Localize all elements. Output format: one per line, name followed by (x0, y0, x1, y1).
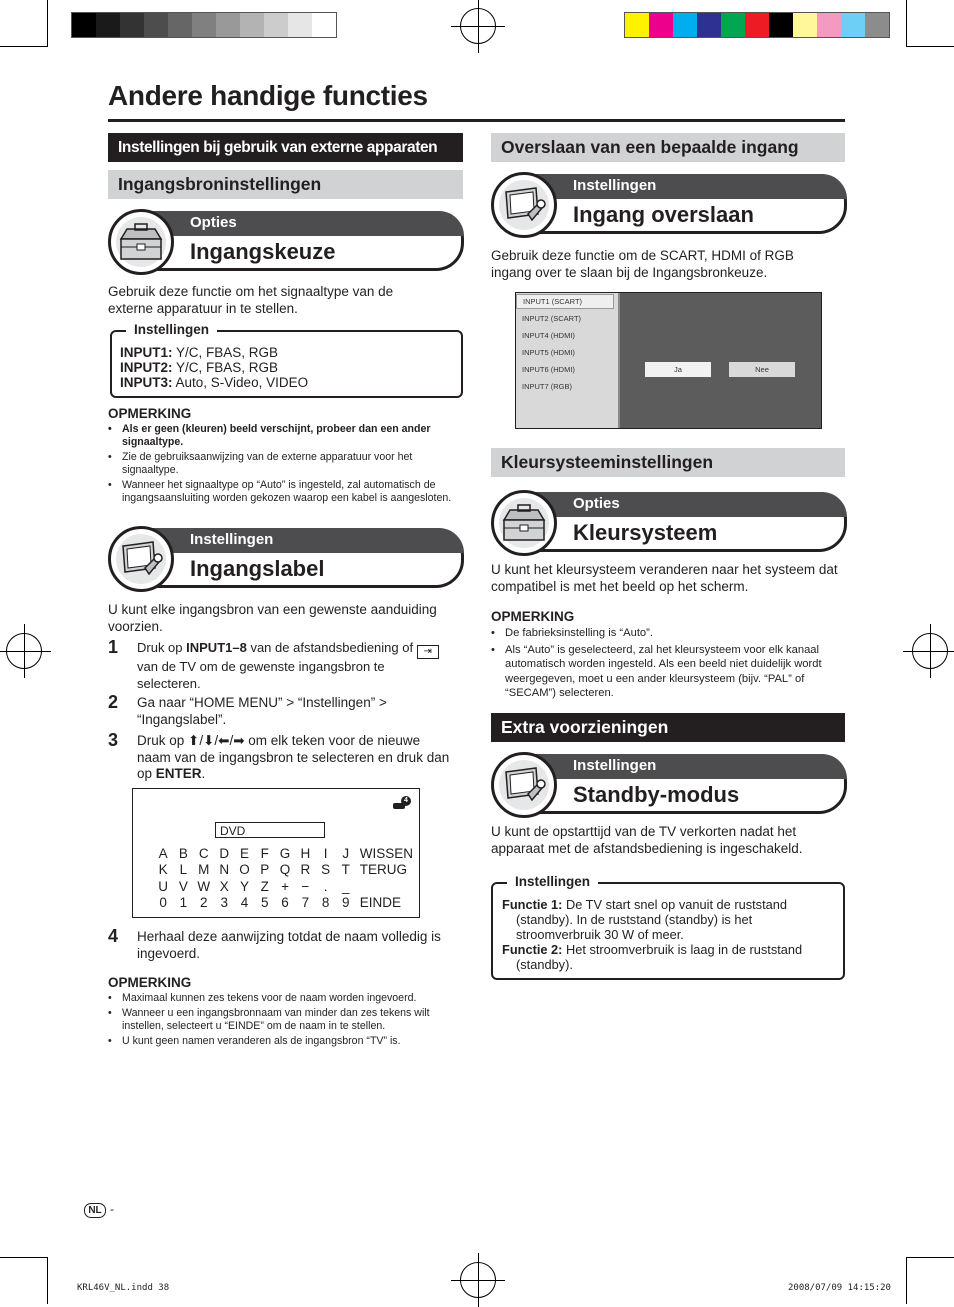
keyboard-character-key[interactable]: C (198, 845, 209, 861)
settings-row: INPUT2: Y/C, FBAS, RGB (120, 360, 279, 375)
crop-mark (906, 46, 954, 47)
keyboard-character-key[interactable]: X (219, 878, 229, 894)
color-swatch (192, 13, 216, 37)
intro-standby-modus: U kunt de opstarttijd van de TV verkorten nadat het apparaat met de afstandsbediening is ingeschakeld. (491, 824, 803, 856)
banner-ingangskeuze (108, 211, 464, 275)
keyboard-character-key[interactable]: U (158, 878, 168, 894)
registration-mark (460, 8, 496, 44)
settings-rows (120, 345, 308, 392)
keyboard-character-key[interactable]: K (158, 862, 168, 878)
note-item: • Wanneer het signaaltype op “Auto” is ingesteld, zal automatisch de ingangsaansluiting worden gekozen waarop een kabel is aangesloten. (108, 479, 463, 505)
input-badge-icon: 4 (393, 799, 409, 809)
crop-mark (0, 46, 48, 47)
name-field[interactable]: DVD (215, 822, 325, 838)
settings-box-standby (491, 874, 845, 980)
note-title: OPMERKING (491, 609, 575, 624)
registration-mark (460, 1262, 496, 1298)
banner-menu-label: Opties (190, 214, 237, 231)
keyboard-character-key[interactable]: N (219, 862, 230, 878)
banner-menu-label: Instellingen (190, 531, 274, 548)
keyboard-character-key[interactable]: 9 (341, 895, 350, 911)
settings-row: INPUT3: Auto, S-Video, VIDEO (120, 375, 309, 390)
keyboard-command-key[interactable]: EINDE (359, 895, 402, 911)
keyboard-character-key[interactable]: 7 (301, 895, 310, 911)
crop-mark (47, 0, 48, 46)
color-swatch (841, 13, 865, 37)
color-swatch (625, 13, 649, 37)
character-row (153, 845, 419, 862)
keyboard-character-key[interactable]: H (300, 845, 311, 861)
color-swatch (72, 13, 96, 37)
keyboard-character-key[interactable]: A (158, 845, 168, 861)
banner-kleursysteem (491, 492, 847, 556)
toolbox-icon (117, 221, 165, 265)
color-swatch (865, 13, 889, 37)
color-calibration-bar (624, 12, 890, 38)
note-item: • U kunt geen namen veranderen als de ingangsbron “TV” is. (108, 1035, 458, 1048)
banner-function-title: Kleursysteem (573, 520, 718, 545)
keyboard-character-key[interactable]: I (323, 845, 328, 861)
settings-row: Functie 1: De TV start snel op vanuit de ruststand (standby). In de ruststand (standby) is het stroomverbruik 30 W of meer. (502, 897, 787, 942)
keyboard-character-key[interactable]: G (279, 845, 291, 861)
keyboard-command-key[interactable] (356, 878, 419, 895)
input-list-item[interactable]: INPUT6 (HDMI) (522, 365, 575, 374)
settings-rows (502, 897, 818, 972)
subsection-input-source-settings: Ingangsbroninstellingen (108, 170, 463, 199)
banner-function-title: Ingang overslaan (573, 202, 754, 227)
subsection-color-system: Kleursysteeminstellingen (491, 448, 845, 477)
intro-ingangslabel: U kunt elke ingangsbron van een gewenste aanduiding voorzien. (108, 602, 437, 634)
note-item: • De fabrieksinstelling is “Auto”. (491, 626, 831, 641)
keyboard-character-key[interactable]: S (321, 862, 331, 878)
keyboard-character-key[interactable]: − (301, 878, 310, 894)
banner-menu-label: Opties (573, 495, 620, 512)
input-list-item[interactable]: INPUT7 (RGB) (522, 382, 573, 391)
keyboard-character-key[interactable]: P (260, 862, 270, 878)
input-list-item[interactable]: INPUT4 (HDMI) (522, 331, 575, 340)
note-list (108, 992, 458, 1050)
keyboard-character-key[interactable]: 1 (179, 895, 188, 911)
note-title: OPMERKING (108, 975, 192, 990)
note-list (491, 626, 831, 703)
input-list-item[interactable]: INPUT2 (SCART) (522, 314, 582, 323)
character-row (153, 895, 419, 912)
settings-box-inputs (110, 322, 463, 398)
page-title: Andere handige functies (108, 80, 428, 111)
section-header-external-devices: Instellingen bij gebruik van externe apparaten (108, 133, 463, 162)
color-swatch (793, 13, 817, 37)
step-number: 3 (108, 730, 119, 750)
banner-function-title: Standby-modus (573, 782, 740, 807)
arrow-keys-icon: ⬆/⬇/⬅/➡ (188, 733, 245, 748)
crop-mark (906, 0, 907, 46)
settings-row: INPUT1: Y/C, FBAS, RGB (120, 345, 279, 360)
keyboard-character-key[interactable]: 8 (321, 895, 330, 911)
color-swatch (769, 13, 793, 37)
title-rule (108, 119, 845, 122)
note-item: • Als “Auto” is geselecteerd, zal het kleursysteem voor elk kanaal automatisch worden ingesteld. Als een beeld niet duidelijk wordt weergegeven, moet u een ander kleursysteem (bijv. “PAL” of “SECAM”) selecteren. (491, 643, 831, 701)
settings-box-label: Instellingen (507, 874, 598, 889)
keyboard-character-key[interactable]: M (198, 862, 210, 878)
tv-wrench-icon (500, 764, 548, 808)
intro-ingang-overslaan: Gebruik deze functie om de SCART, HDMI of RGB ingang over te slaan bij de Ingangsbronkeuze. (491, 248, 794, 280)
input-list-item[interactable]: INPUT1 (SCART) (516, 294, 614, 309)
keyboard-character-key[interactable]: Z (260, 878, 269, 894)
keyboard-character-key[interactable]: L (179, 862, 188, 878)
keyboard-character-key[interactable]: Y (240, 878, 250, 894)
keyboard-command-key[interactable]: WISSEN (359, 845, 414, 861)
color-swatch (240, 13, 264, 37)
note-item: • Maximaal kunnen zes tekens voor de naam worden ingevoerd. (108, 992, 458, 1005)
note-list (108, 423, 463, 507)
crop-mark (47, 1257, 48, 1304)
crop-mark (0, 1257, 48, 1258)
settings-row: Functie 2: Het stroomverbruik is laag in de ruststand (standby). (502, 942, 803, 972)
step-number: 4 (108, 926, 119, 946)
yes-button[interactable]: Ja (645, 362, 711, 377)
keyboard-character-key[interactable]: . (323, 878, 328, 894)
input-list (516, 293, 620, 428)
keyboard-character-key[interactable]: F (260, 845, 269, 861)
note-item: • Als er geen (kleuren) beeld verschijnt, probeer dan een ander signaaltype. (108, 423, 463, 449)
grey-calibration-bar (71, 12, 337, 38)
keyboard-character-key[interactable]: B (178, 845, 188, 861)
step-2: Ga naar “HOME MENU” > “Instellingen” > “Ingangslabel”. (137, 695, 387, 727)
keyboard-character-key[interactable]: 2 (200, 895, 208, 911)
step-3: Druk op ⬆/⬇/⬅/➡ om elk teken voor de nieuwe naam van de ingangsbron te selecteren en druk dan op ENTER. (137, 733, 450, 781)
keyboard-character-key[interactable]: 5 (261, 895, 269, 911)
tv-wrench-icon (500, 184, 548, 228)
keyboard-character-key[interactable]: R (300, 862, 311, 878)
intro-ingangskeuze: Gebruik deze functie om het signaaltype van de externe apparatuur in te stellen. (108, 284, 394, 316)
banner-function-title: Ingangslabel (190, 556, 325, 581)
tv-wrench-icon (117, 538, 165, 582)
note-item: • Zie de gebruiksaanwijzing van de externe apparatuur voor het signaaltype. (108, 451, 463, 477)
registration-mark (912, 633, 948, 669)
color-swatch (264, 13, 288, 37)
keyboard-character-key[interactable]: 3 (220, 895, 228, 911)
keyboard-character-key[interactable]: E (240, 845, 250, 861)
keyboard-character-key[interactable]: 4 (240, 895, 249, 911)
color-swatch (697, 13, 721, 37)
note-item: • Wanneer u een ingangsbronnaam van minder dan zes tekens wilt instellen, selecteert u “EINDE” om de naam in te stellen. (108, 1007, 458, 1033)
character-row (153, 862, 419, 879)
character-grid (153, 845, 419, 911)
crop-mark (906, 1257, 907, 1304)
color-swatch (721, 13, 745, 37)
input-list-item[interactable]: INPUT5 (HDMI) (522, 348, 575, 357)
subsection-skip-input: Overslaan van een bepaalde ingang (491, 133, 845, 162)
keyboard-character-key[interactable]: + (281, 878, 289, 894)
crop-mark (906, 1257, 954, 1258)
color-swatch (144, 13, 168, 37)
color-swatch (96, 13, 120, 37)
banner-ingangslabel (108, 528, 464, 592)
keyboard-command-key[interactable]: TERUG (359, 862, 407, 878)
color-swatch (168, 13, 192, 37)
step-1: Druk op INPUT1–8 van de afstandsbediening of ⇥ van de TV om de gewenste ingangsbron te selecteren. (137, 640, 447, 692)
footer-file-info: KRL46V_NL.indd 38 (77, 1283, 170, 1293)
color-swatch (745, 13, 769, 37)
banner-menu-label: Instellingen (573, 177, 657, 194)
step-number: 1 (108, 637, 119, 657)
section-extra-features: Extra voorzieningen (491, 713, 845, 742)
keyboard-character-key[interactable]: 6 (281, 895, 289, 911)
color-swatch (649, 13, 673, 37)
keyboard-character-key[interactable]: O (239, 862, 250, 878)
banner-menu-label: Instellingen (573, 757, 657, 774)
keyboard-character-key[interactable]: W (197, 878, 211, 894)
banner-function-title: Ingangskeuze (190, 239, 336, 264)
note-title: OPMERKING (108, 406, 192, 421)
banner-standby-modus (491, 754, 847, 818)
intro-kleursysteem: U kunt het kleursysteem veranderen naar het systeem dat compatibel is met het beeld op het scherm. (491, 562, 838, 594)
keyboard-character-key[interactable]: V (178, 878, 188, 894)
step-number: 2 (108, 692, 119, 712)
banner-ingang-overslaan (491, 174, 847, 238)
color-swatch (216, 13, 240, 37)
color-swatch (288, 13, 312, 37)
keyboard-character-key[interactable]: T (341, 862, 350, 878)
skip-input-menu-screen (515, 292, 822, 429)
language-mark: NL (84, 1203, 106, 1218)
input-source-icon: ⇥ (417, 645, 439, 659)
color-swatch (120, 13, 144, 37)
character-input-screen (132, 788, 420, 918)
settings-box-label: Instellingen (126, 322, 217, 337)
keyboard-character-key[interactable]: D (219, 845, 230, 861)
registration-mark (6, 633, 42, 669)
page-number-dash: - (110, 1202, 114, 1216)
toolbox-icon (500, 502, 548, 546)
footer-timestamp: 2008/07/09 14:15:20 (788, 1283, 891, 1293)
color-swatch (673, 13, 697, 37)
character-row (153, 878, 419, 895)
keyboard-character-key[interactable]: 0 (159, 895, 167, 911)
keyboard-character-key[interactable]: _ (341, 878, 350, 894)
step-4: Herhaal deze aanwijzing totdat de naam volledig is ingevoerd. (137, 929, 441, 961)
no-button[interactable]: Nee (729, 362, 795, 377)
keyboard-character-key[interactable]: Q (279, 862, 291, 878)
keyboard-character-key[interactable]: J (342, 845, 350, 861)
color-swatch (817, 13, 841, 37)
color-swatch (312, 13, 336, 37)
